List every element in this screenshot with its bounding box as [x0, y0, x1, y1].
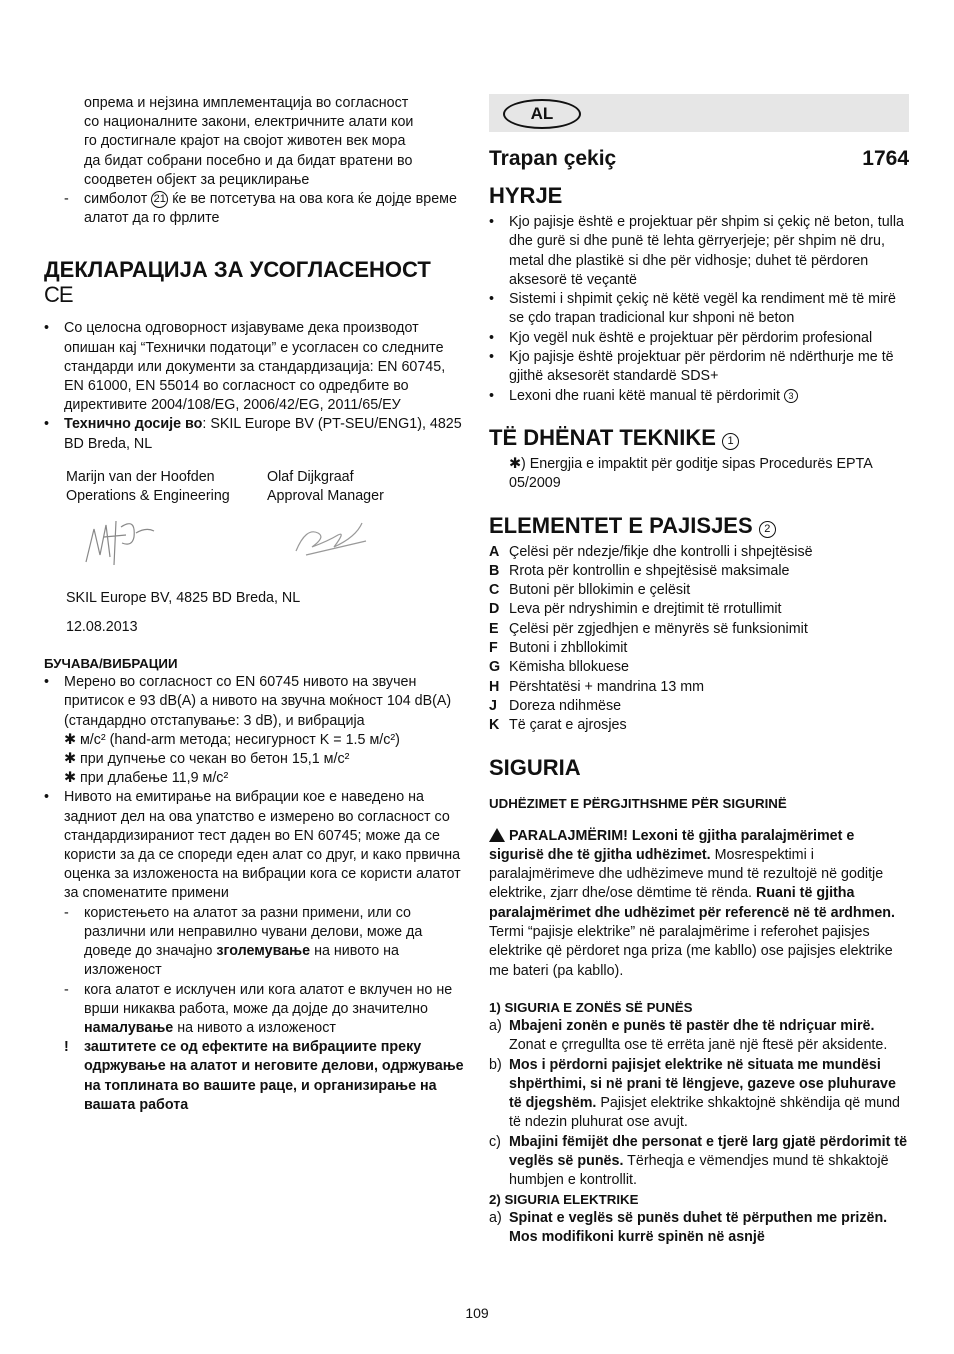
company-address: SKIL Europe BV, 4825 BD Breda, NL — [66, 589, 301, 606]
symbol-21-icon: 21 — [151, 191, 168, 208]
hyrje-item: • Sistemi i shpimit çekiç në këtë vegël ka rendiment më të mirë se çdo trapan tradicional kur shponi në beton — [489, 291, 896, 327]
intro-line: го достигнале крајот на својот животен век мора — [84, 133, 406, 150]
intro-line: опрема и нејзина имплементација во согласност — [84, 95, 409, 111]
general-safety-title: UDHËZIMET E PËRGJITHSHME PËR SIGURINË — [489, 795, 787, 811]
hyrje-title: HYRJE — [489, 183, 563, 208]
element-item: H Përshtatësi + mandrina 13 mm — [489, 678, 705, 695]
product-title-row — [489, 146, 909, 172]
declaration-bullet: • Технично досије во: SKIL Europe BV (PT-SEU/ENG1), 4825 BD Breda, NL — [44, 416, 462, 452]
element-item: E Çelësi për zgjedhjen e mënyrës së funksionimit — [489, 620, 808, 637]
safety-item: c) Mbajini fëmijët dhe personat e tjerë larg gjatë përdorimit të veglës së punës. Tërheqja e vëmendjes mund të shkaktojë humbjen e kontrollit. — [489, 1133, 908, 1189]
safety-item: a) Mbajeni zonën e punës të pastër dhe të ndriçuar mirë. Zonat e çrregullta ose të errëta janë një ftesë për aksidente. — [489, 1017, 888, 1054]
declaration-title: ДЕКЛАРАЦИЈА ЗА УСОГЛАСЕНОСТ CE — [44, 256, 468, 307]
symbol-note: - симболот 21 ќе ве потсетува на ова кога ќе дојде време алатот да го фрлите — [64, 191, 457, 227]
safety-item: b) Mos i përdorni pajisjet elektrike në situata me mundësi shpërthimi, si në prani të lëngjeve, gazeve ose pluhurave të djegshëm. Pajisjet elektrike shkaktojnë shkëndija që mund të ndezin pluhurat ose avujt. — [489, 1056, 900, 1131]
signatory-name: Marijn van der Hoofden — [66, 468, 215, 485]
noise-dash-item: - користењето на алатот за разни примени, или со различни или неправилно чувани делови, може да доведе до значајно зголемување на нивото на изложеност — [64, 904, 423, 979]
hyrje-item: • Kjo vegël nuk është e projektuar për përdorim profesional — [489, 329, 873, 346]
figure-3-icon: 3 — [784, 389, 798, 403]
signatory-role: Operations & Engineering — [66, 488, 230, 505]
noise-dash-item: - кога алатот е исклучен или кога алатот е вклучен но не врши никаква работа, може да дојде до значително намалување на нивото а изложеност — [64, 981, 453, 1036]
noise-warning-item: ! заштитете се од ефектите на вибрациите преку одржување на алатот и неговите делови, одржување на топлината во вашите раце, и организирање на вашата работа — [64, 1039, 464, 1113]
figure-2-icon: 2 — [759, 521, 776, 538]
elements-title: ELEMENTET E PAJISJES 2 — [489, 512, 909, 539]
intro-line: соодветен објект за рециклирање — [84, 171, 310, 188]
safety-warning: PARALAJMËRIM! Lexoni të gjitha paralajmërimet e sigurisë dhe të gjitha udhëzimet. Mosrespektimi i paralajmërimeve dhe udhëzimeve mund të rezultojë në goditje elektrike, zjarr dhe/ose dëmtime të rënda. Ruani të gjitha paralajmërimet dhe udhëzimet për referencë në të ardhmen. Termi “pajisje elektrike” në paralajmërime i referohet pajisjes elektrike që përdoret nga priza (me kabllo) ose pajisjes elektrike me bateri (pa kabllo). — [489, 827, 896, 979]
signatories — [66, 468, 468, 507]
noise-bullet: • Мерено во согласност со EN 60745 нивото на звучен притисок е 93 dB(A) а нивото на звучна моќност 104 dB(A) (стандардно отстапување: 3 dB), и вибрација ✱ м/с² (hand-arm метода; несигурност K = 1.5 м/с²) ✱ при дупчење со чекан во бетон 15,1 м/с² ✱ при длабење 11,9 м/с² — [44, 674, 452, 787]
signatory-role: Approval Manager — [267, 488, 384, 505]
safety-item: a) Spinat e veglës së punës duhet të përputhen me prizën. Mos modifikoni kurrë spinën në asnjë — [489, 1209, 888, 1245]
warning-triangle-icon — [489, 828, 505, 842]
element-item: C Butoni për bllokimin e çelësit — [489, 582, 691, 599]
element-item: B Rrota për kontrollin e shpejtësisë maksimale — [489, 562, 790, 579]
intro-line: да бидат собрани посебно и да бидат вратени во — [84, 152, 413, 169]
element-item: G Këmisha bllokuese — [489, 659, 630, 676]
hyrje-item: • Lexoni dhe ruani këtë manual të përdorimit 3 — [489, 387, 909, 406]
element-item: D Leva për ndryshimin e drejtimit të rrotullimit — [489, 601, 782, 618]
signatory-name: Olaf Dijkgraaf — [267, 468, 354, 485]
left-column — [44, 94, 468, 1115]
signature-images — [66, 507, 490, 577]
hyrje-item: • Kjo pajisje është projektuar për përdorim në ndërthurje me të gjithë aksesorët standardë SDS+ — [489, 349, 894, 385]
page-number: 109 — [465, 1305, 489, 1321]
noise-title: БУЧАВА/ВИБРАЦИИ — [44, 656, 178, 672]
language-band — [489, 94, 909, 132]
element-item: K Të çarat e ajrosjes — [489, 717, 627, 734]
element-item: A Çelësi për ndezje/fikje dhe kontrolli i shpejtësisë — [489, 543, 813, 560]
element-item: F Butoni i zhbllokimit — [489, 640, 628, 657]
noise-bullet: • Нивото на емитирање на вибрации кое е наведено на задниот дел на ова упатство е измерено во согласност со стандардизираниот тест даден во EN 60745; може да се користи за да се спореди еден алат со друг, и како првична оценка за изложеноста на вибрации кога се користи алатот за споменатите примени — [44, 789, 461, 902]
signature-2 — [296, 523, 366, 555]
intro-text — [44, 94, 468, 190]
figure-1-icon: 1 — [722, 433, 739, 450]
work-area-title: 1) SIGURIA E ZONËS SË PUNËS — [489, 999, 693, 1015]
siguria-title: SIGURIA — [489, 754, 581, 780]
right-column — [489, 94, 909, 1247]
element-item: J Doreza ndihmëse — [489, 697, 622, 714]
declaration-bullet: • Со целосна одговорност изјавуваме дека производот опишан кај “Технички податоци” е усогласен со следните стандарди или документи за стандардизација: EN 60745, EN 61000, EN 55014 во согласност со одредбите во директивите 2004/108/EG, 2006/42/EG, 2011/65/ЕУ — [44, 320, 446, 414]
product-title: Trapan çekiç — [489, 147, 617, 170]
intro-line: со националните закони, електричните алати кои — [84, 114, 414, 131]
product-number: 1764 — [862, 147, 909, 170]
declaration-date: 12.08.2013 — [66, 619, 138, 636]
electrical-safety-title: 2) SIGURIA ELEKTRIKE — [489, 1191, 639, 1207]
hyrje-item: • Kjo pajisje është e projektuar për shpim si çekiç në beton, tulla dhe gurë si dhe punë të lehta gërryerjeje; për shpim në dru, metal dhe plastikë si dhe për vidhosje; duhet të përdoren aksesorë të veçantë — [489, 214, 904, 288]
language-badge: AL — [503, 99, 581, 129]
tech-note: ✱) Energjia e impaktit për goditje sipas Procedurës EPTA 05/2009 — [509, 455, 872, 492]
elements-list — [489, 543, 909, 736]
tech-data-title: TË DHËNAT TEKNIKE 1 — [489, 424, 909, 451]
ce-mark-icon: CE — [44, 282, 73, 308]
signature-1 — [86, 521, 154, 565]
signatures — [66, 507, 468, 577]
